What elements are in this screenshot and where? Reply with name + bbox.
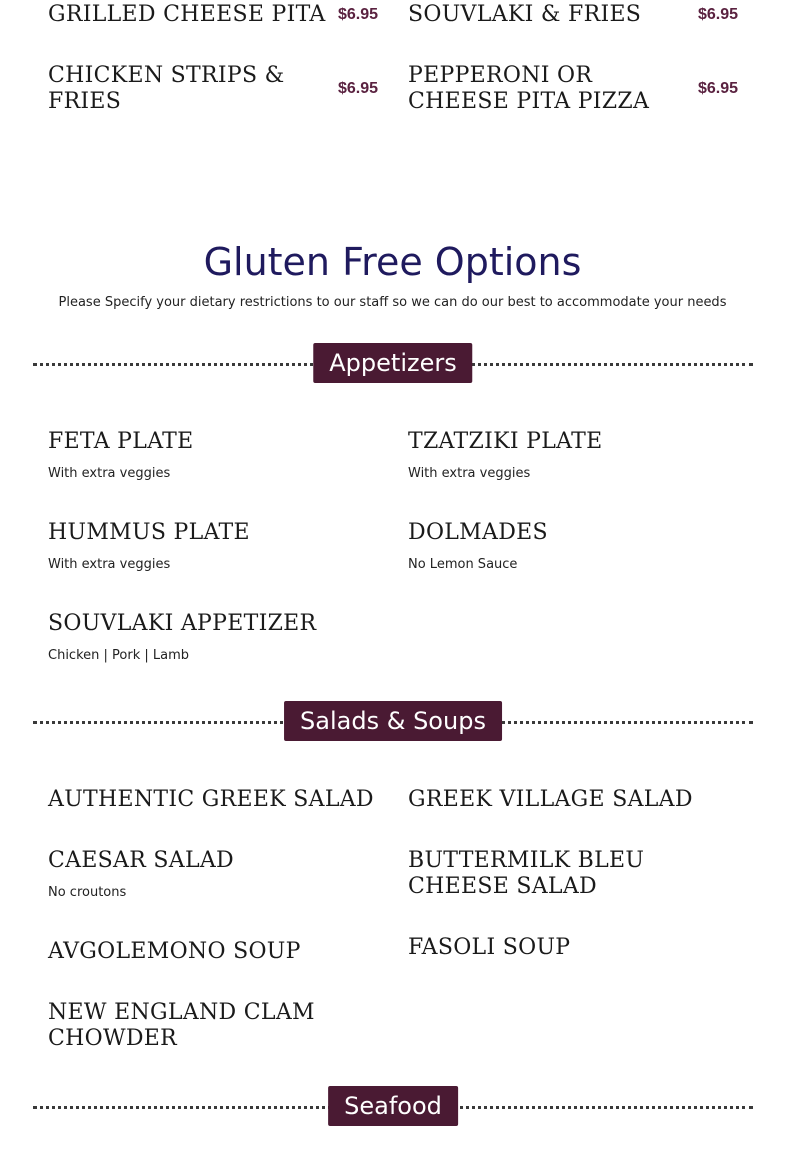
item-name: SOUVLAKI APPETIZER <box>48 611 317 636</box>
item-description: With extra veggies <box>48 466 171 481</box>
item-name: TZATZIKI PLATE <box>408 429 603 454</box>
section-label-salads-soups: Salads & Soups <box>284 701 502 741</box>
item-name: SOUVLAKI & FRIES <box>408 2 642 27</box>
item-name: PEPPERONI OR CHEESE PITA PIZZA <box>408 63 650 114</box>
item-description: No croutons <box>48 885 127 900</box>
item-name: BUTTERMILK BLEU CHEESE SALAD <box>408 848 645 899</box>
item-name: NEW ENGLAND CLAM CHOWDER <box>48 1000 315 1051</box>
page-title: Gluten Free Options <box>203 240 582 284</box>
item-price: $6.95 <box>338 80 379 97</box>
page-subtitle: Please Specify your dietary restrictions to our staff so we can do our best to accommodate your needs <box>58 295 727 310</box>
item-name: AUTHENTIC GREEK SALAD <box>48 787 374 812</box>
item-price: $6.95 <box>698 6 739 23</box>
section-label-seafood: Seafood <box>328 1086 458 1126</box>
item-name: HUMMUS PLATE <box>48 520 250 545</box>
item-name: FETA PLATE <box>48 429 194 454</box>
item-name: GRILLED CHEESE PITA <box>48 2 326 27</box>
item-name: FASOLI SOUP <box>408 935 571 960</box>
item-name: DOLMADES <box>408 520 548 545</box>
item-price: $6.95 <box>698 80 739 97</box>
item-price: $6.95 <box>338 6 379 23</box>
section-label-appetizers: Appetizers <box>313 343 472 383</box>
item-description: With extra veggies <box>48 557 171 572</box>
item-description: Chicken | Pork | Lamb <box>48 648 189 663</box>
item-name: CHICKEN STRIPS & FRIES <box>48 63 285 114</box>
item-name: GREEK VILLAGE SALAD <box>408 787 693 812</box>
item-name: CAESAR SALAD <box>48 848 234 873</box>
item-description: With extra veggies <box>408 466 531 481</box>
item-name: AVGOLEMONO SOUP <box>48 939 301 964</box>
item-description: No Lemon Sauce <box>408 557 518 572</box>
